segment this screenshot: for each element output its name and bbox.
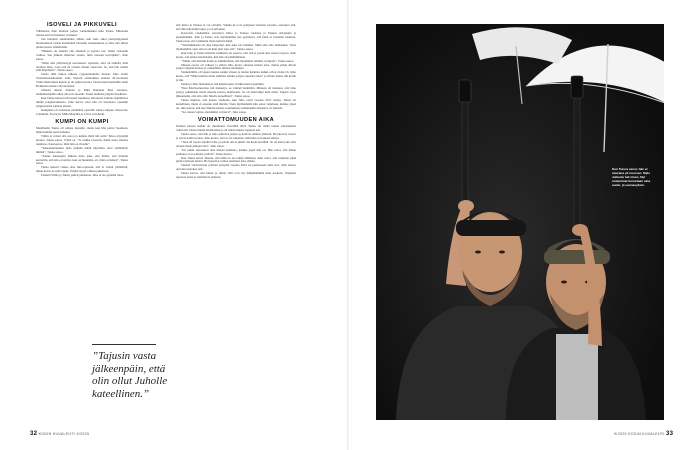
page-number: 32 (30, 431, 38, 437)
body-paragraph: Tunna lähti lukion jälkeen ryppuereitunelle lintaan. Juho aloitti Teatterikorkeakoulun. Juho näytteli esimerkiksi Aamun 26-vuotiaana Viima Melavimen kanssa ja oli paljon kotona. Tunna meni mainoihin Jenni Holkkalan kanssa 29-vuotiaana. (36, 72, 128, 89)
body-paragraph: Sen huomasi suunnitellen allisin, kun Juho alkoi parikymppisenä huomaamaan vatsan kestämättä Tunnalle rokusuunnata ja siitä, että Juhon pitäisi nostaa tahdellisille. (36, 36, 128, 49)
body-paragraph: Tunna sanoo, että hän ja Juho puhuivat paljon ja hoitivat isäänsä yhdessä. He jakoivat vuorot ja toivat kotiin ruokaa. Juho kertoo, että se oli vaikeinta, mitä hän on koskaan tehnyt. (176, 131, 296, 140)
portrait-photo (376, 24, 664, 420)
body-paragraph: ”Sekaannuttanteen lusia pitkään häntä näytöiksi, ettei vellähtänyt mitään”, Tunna sanoo. (36, 145, 128, 154)
body-paragraph: Kun Tunna kertoi Juholle, että tämä on iso tekijä elämässä, Juho sanoi, että veljesten pitää pitää toisistaan huolta. He lupasivat soittaa toisilleen joka viikko. (176, 155, 296, 164)
body-paragraph: Tunna kehotti vaikea aina Juho-ajastaan, että ei voinut ymmärtää, miten kovaa ne teitä opetti. Veljien täytyi vaihtaa puheitaan. (36, 165, 128, 174)
body-paragraph: Tunna ja Juho muistelevat sitä hetkeä usein. Kaikki meni paremmin. (181, 82, 265, 87)
section-heading: KUMPI ON KUMPI (55, 118, 109, 125)
pull-quote: ”Tajusin vasta jälkeenpäin, että olin ollut Juholle kateellinen.” (92, 350, 168, 400)
body-paragraph: Kumpikin oli toisistaan tietämättä opetellut samaa tempun. Showerin, Columnin, Factoryn, Mille Mondien ja Clave Gatchesin. (36, 108, 128, 116)
body-paragraph: Paulsen Viima ja Tunna jatkoit puheenan. Juho ei ole ajatellut asiaa. (41, 173, 124, 178)
paragraph-group (36, 127, 128, 178)
left-folio (30, 431, 89, 437)
body-paragraph: Kasvoista vanhemmat vertasivat Juhoa ja Tunnaa toisiinsa ja Tunnaa erilaiseksi ja pienemmäksi. Juho ja Tunna ovat myöhemmin itse pyytäneet, että heitä ei vertailisi toisiinsa. Tunna tiesi, että vanhempi myös kehotti häntä. (176, 30, 296, 43)
body-paragraph: Jälkeen erossa oli vaikeaa ja silloin Juho kertoi olleensa hetken arka. Tunna puhui silloin paljon veljensä kanssa ja vanhemmat tukivat molempia. (176, 62, 296, 71)
section-heading: VOIMATTOMUUDEN AIKA (197, 116, 275, 123)
body-paragraph: että Juhoa ja Tunnaa ei voi vertailla. Vaikka he ovat syntyneet samoina vuosina, sanottava sitä, että mitä näyttelijä tekee, ja on erilainen. (176, 23, 296, 31)
right-folio (614, 431, 673, 437)
body-paragraph: ”Kun Madventuresista tuli menestys, se vaihteli hetkittäin. Minusta oli tuntunut, että Juho pystyy puhumaan mistä tahansa kanssa mahtavasti. Se oli taitavampi kuin minä. Tajusin vasta jälkeenpäin, että olin ollut Juholle kateellinen”, Tunna sanoo. (176, 86, 296, 99)
body-paragraph: ”Jos toinen voittaa, molemmat voittavat”, Juho sanoo. (181, 109, 247, 114)
body-paragraph: Vähintelen Juho muuttui paljon vanhemmaksi kuin Tunna. Mitenoitu iloisen-kavoit monetkoi vuodeksi. (36, 28, 128, 37)
body-paragraph: Vanhemmilla oli tapana kutsua kaikki yhteen ja tunnin kuluttua kaikki olivat riidan yli. Juho kertoi, että ”Minä tuntisin sinun sisälläsi, kuinka paljon rakastan sinua” ja silloin Tunna tuli kotiin ja itki. (176, 70, 296, 83)
body-paragraph: ”Isä puhui sairaalassa aina meistä kahdesta, kuinka ylpeä hän on. Hän sanoi, että hänen poikansa ovat parhaita ystäviä”, Tunna kertoo. (176, 147, 296, 156)
body-paragraph: Maailmalla Tunna oli omana itsenään, mutta kun hän palasi Suomeen, häntä luultiin usein Juhoksi. (36, 125, 128, 134)
body-paragraph: Samaan aikaan Tunnan ja Riku Rantalan Mad ventures-matkailuohjelma alkoi olla tosi suosittu. Tunna matkusti ympäri maailmaa. (36, 88, 128, 97)
body-paragraph: Tunna kertoo, että hänen ja Juhon välit ovat nyt lämpimämmät kuin koskaan. Veljekset tapaavat usein ja lomailevat yhdessä. (176, 171, 296, 180)
text-column-1 (36, 24, 128, 178)
body-paragraph: Paulsen kanssa kaikki oli muuttunut. Keväällä 2022 Tunna sai tietää isänsä sairastuneen vakavasti. Tunna muutti kotimaahan ja oli isänsä tukena loppuun asti. (176, 123, 296, 132)
body-paragraph: Kun Tunna kertasi tuli Guatia Suomeen, hän kertoi Juholle ohjelmistoa mitäjä jongleerauksesta. Juho kertoi, ettei hän oli Suomessa opetellut jongleerausta samaan aikaan. (36, 96, 128, 109)
body-paragraph: ”Joskus kaupungin jälkeen tulee joku, että luulee, että minulle kerrottiin, että hän on tehnyt, kun sai huulenha, ett, minä on hänen”, Tunna sanoo. (36, 153, 128, 166)
paragraph-group (176, 125, 296, 180)
body-paragraph: ”Teen 26 vuotta täysillä töitä, ja päivät olivat pitkiä. Isä kuoli keväällä. Se oli kuin joku olisi ottanut maan jalkojen alta”, Juho sanoo. (176, 139, 296, 148)
photo-illustration (376, 24, 664, 420)
body-paragraph: ”Minusta oli tärkeää olla aikuinen ja kyntaa vaa: lisään vastapäin vaihtoa. Sen jälkeen ilahtolen asioita, tulin vuoteen isoveljeksi”, Juho sanoo. (36, 48, 128, 61)
photo-caption: Kun Tunna sanoi, hän ei naurana yli nuorsen. Mylo Juhosta tuli ninen. Nyt molemmat tunnetaan aina auoin, ja saunasyksin. (612, 167, 651, 187)
body-paragraph: Kun Juho ja Tunna menivät naimisiin, he sopivat, että veli ei joudu aina toisen varjoon. Juho kertoi, että tuntui tuskalliselta, kun hän oli pahimmillaan. (176, 50, 296, 59)
pull-quote-rule (92, 344, 156, 345)
body-paragraph: Tunna muistaa, että joskus vanhoina, kun Juho voitti vuoden 2017 Jussin, Tunna oli kateellinen, mutta ei sanonut siitä mitään. Vasta myöhemmin hän sanoi veljelleen, kuinka ylpeä oli. Juho kertoi, että teki Tunnan kanssa sopimuksen: kummankin menestys on yhteistä. (176, 98, 296, 111)
page-number: 33 (666, 431, 674, 437)
paragraph-group (176, 24, 296, 115)
folio-label: KODIN KUVALEHTI 9/2025 (38, 432, 90, 436)
section-heading: ISOVELI JA PIKKUVELI (47, 22, 117, 28)
text-column-2 (176, 24, 296, 180)
body-paragraph: Väliin ei voinut olla noroa ja kuinka tämä tuli sulle? Juhoa näyttelijä huokoi. Tunna sanoo. Väärä on. ”Ja vaikka tavernan, häntä sanoi sinunsa tunnistaa. Kun kertoo, mitä hän on vitsailu”. (36, 133, 128, 146)
body-paragraph: ”Samanikäisenä oli aina helpompi, kun joku oli erilainen. Minä olin aina ahdistunut. Vasta myöhemmin opin, että ei ole kuin yksi tapa olla”, Tunna sanoo. (176, 42, 296, 51)
body-paragraph: ”Minä olin ydinviestyjä nuoruuteni. Ajattelin, ettei oli tärkeää, mitä tuolloin tulee, vaan että en ottanut itseäni vakavasti. Se, että hän nauttii elää kilpailusta”, Tunna sanoo. (36, 60, 128, 73)
paragraph-group (36, 30, 128, 117)
body-paragraph: Tunnan viisivuotiaan tyttären syntymä vuonna 2022 toi perheeseen uutta iloa. Juho kertoo olevansa innokas setä. (176, 163, 296, 172)
body-paragraph: ”Tähän, että mentiin kotiin ja ymmärrettiin, että molemmat olimme vartijoita”, Tunna sanoo. (181, 58, 295, 63)
folio-label: 9/2025 KODIN KUVALEHTI (614, 432, 665, 436)
